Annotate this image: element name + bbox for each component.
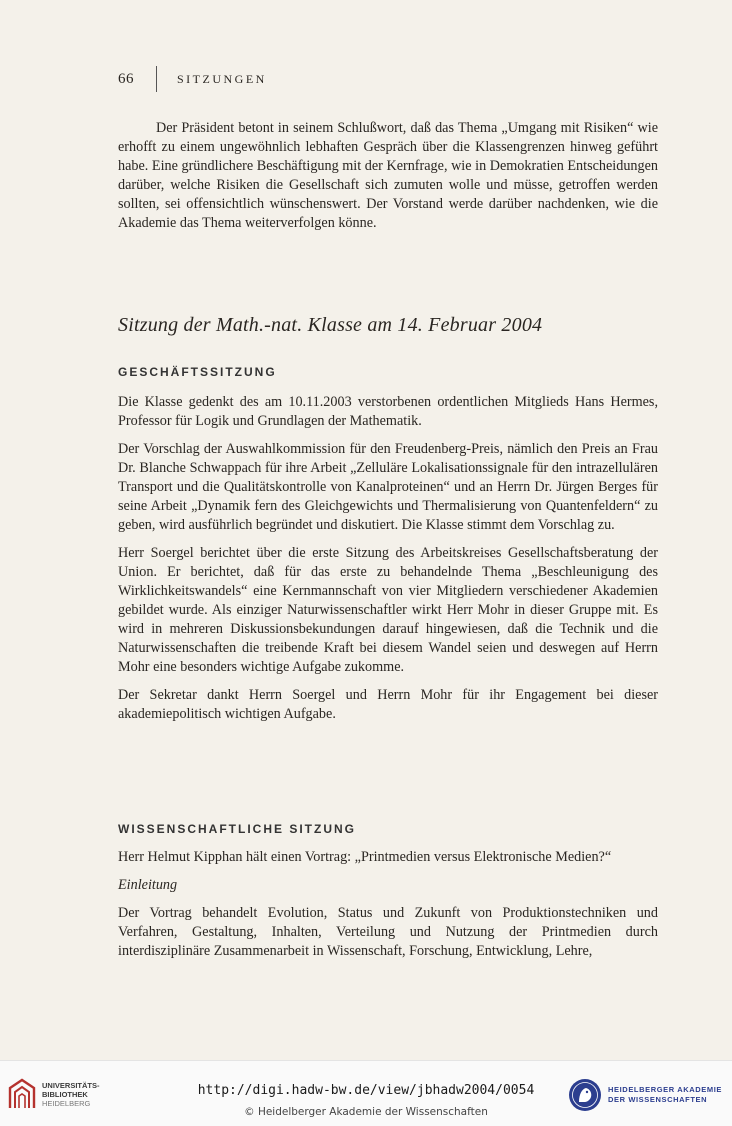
business-heading: GESCHÄFTSSITZUNG bbox=[118, 365, 277, 379]
lecture-paragraph: Herr Helmut Kipphan hält einen Vortrag: „Printmedien versus Elektronische Medien?“ bbox=[118, 849, 612, 865]
running-head: SITZUNGEN bbox=[177, 71, 267, 86]
business-section bbox=[118, 393, 658, 733]
hadw-line-1: HEIDELBERGER AKADEMIE bbox=[608, 1085, 722, 1094]
business-paragraph-2: Der Vorschlag der Auswahlkommission für den Freudenberg-Preis, nämlich den Preis an Frau Dr. Blanche Schwappach für ihre Arbeit „Zelluläre Lokalisationssignale für den intrazellulären Transport und die Qualitätskontrolle von Kanalproteinen“ und an Herrn Dr. Jürgen Berges für seine Arbeit „Dynamik fern des Gleichgewichts und Thermalisierung von Quantenfeldern“ zu geben, wird ausführlich begründet und diskutiert. Die Klasse stimmt dem Vorschlag zu. bbox=[118, 441, 658, 533]
copyright-notice: © Heidelberger Akademie der Wissenschaften bbox=[244, 1106, 488, 1118]
permalink-url[interactable]: http://digi.hadw-bw.de/view/jbhadw2004/0054 bbox=[197, 1083, 535, 1098]
science-paragraph: Der Vortrag behandelt Evolution, Status und Zukunft von Produktionstechniken und Verfahren, Gestaltung, Inhalten, Verteilung und Nutzung der Printmedien durch interdisziplinäre Zusammenarbeit in Wissenschaft, Forschung, Entwicklung, Lehre, bbox=[118, 905, 658, 959]
science-section bbox=[118, 848, 658, 970]
ub-line-3: HEIDELBERG bbox=[42, 1098, 91, 1108]
ub-line-2: BIBLIOTHEK bbox=[42, 1089, 88, 1099]
business-paragraph-3: Herr Soergel berichtet über die erste Sitzung des Arbeitskreises Gesellschaftsberatung der Union. Er berichtet, daß für das erste zu behandelnde Thema „Beschleunigung des Wirklichkeitswandels“ eine Kernmannschaft von vier Mitgliedern verschiedener Akademien gebildet wurde. Als einziger Naturwissenschaftler wirkt Herr Mohr in dieser Gruppe mit. Es wird in mehreren Diskussionsbekundungen darauf hingewiesen, daß die Technik und die Naturwissenschaften die treibende Kraft bei diesem Wandel seien und deswegen auf Herrn Mohr eine besonders wichtige Aufgabe zukomme. bbox=[118, 545, 658, 675]
hadw-logo[interactable] bbox=[568, 1078, 722, 1112]
intro-section bbox=[118, 119, 658, 242]
hadw-logo-text bbox=[608, 1085, 722, 1105]
page-number: 66 bbox=[118, 70, 134, 87]
ub-line-1: UNIVERSITÄTS- bbox=[42, 1080, 100, 1090]
business-paragraph-1: Die Klasse gedenkt des am 10.11.2003 verstorbenen ordentlichen Mitglieds Hans Hermes, Professor für Logik und Grundlagen der Mathematik. bbox=[118, 394, 658, 429]
science-heading: WISSENSCHAFTLICHE SITZUNG bbox=[118, 822, 356, 836]
page-header bbox=[118, 68, 267, 90]
header-divider bbox=[156, 66, 157, 92]
hadw-line-2: DER WISSENSCHAFTEN bbox=[608, 1095, 708, 1104]
intro-paragraph: Der Präsident betont in seinem Schlußwort, daß das Thema „Umgang mit Risiken“ wie erhofft zu einem ungewöhnlich lebhaften Gespräch über die Klassengrenzen hinweg geführt habe. Eine gründlichere Beschäftigung mit der Kernfrage, wie in Demokratien Entscheidungen darüber, welche Risiken die Gesellschaft sich zumuten wolle und müsse, getroffen werden sollten, sei offensichtlich wünschenswert. Der Vorstand werde darüber nachdenken, wie die Akademie das Thema weiterverfolgen könne. bbox=[118, 120, 658, 231]
business-paragraph-4: Der Sekretar dankt Herrn Soergel und Herrn Mohr für ihr Engagement bei dieser akademiepolitisch wichtigen Aufgabe. bbox=[118, 687, 658, 722]
subheading-einleitung: Einleitung bbox=[118, 877, 178, 893]
session-title: Sitzung der Math.-nat. Klasse am 14. Februar 2004 bbox=[118, 314, 543, 336]
academy-seal-icon bbox=[568, 1078, 602, 1112]
